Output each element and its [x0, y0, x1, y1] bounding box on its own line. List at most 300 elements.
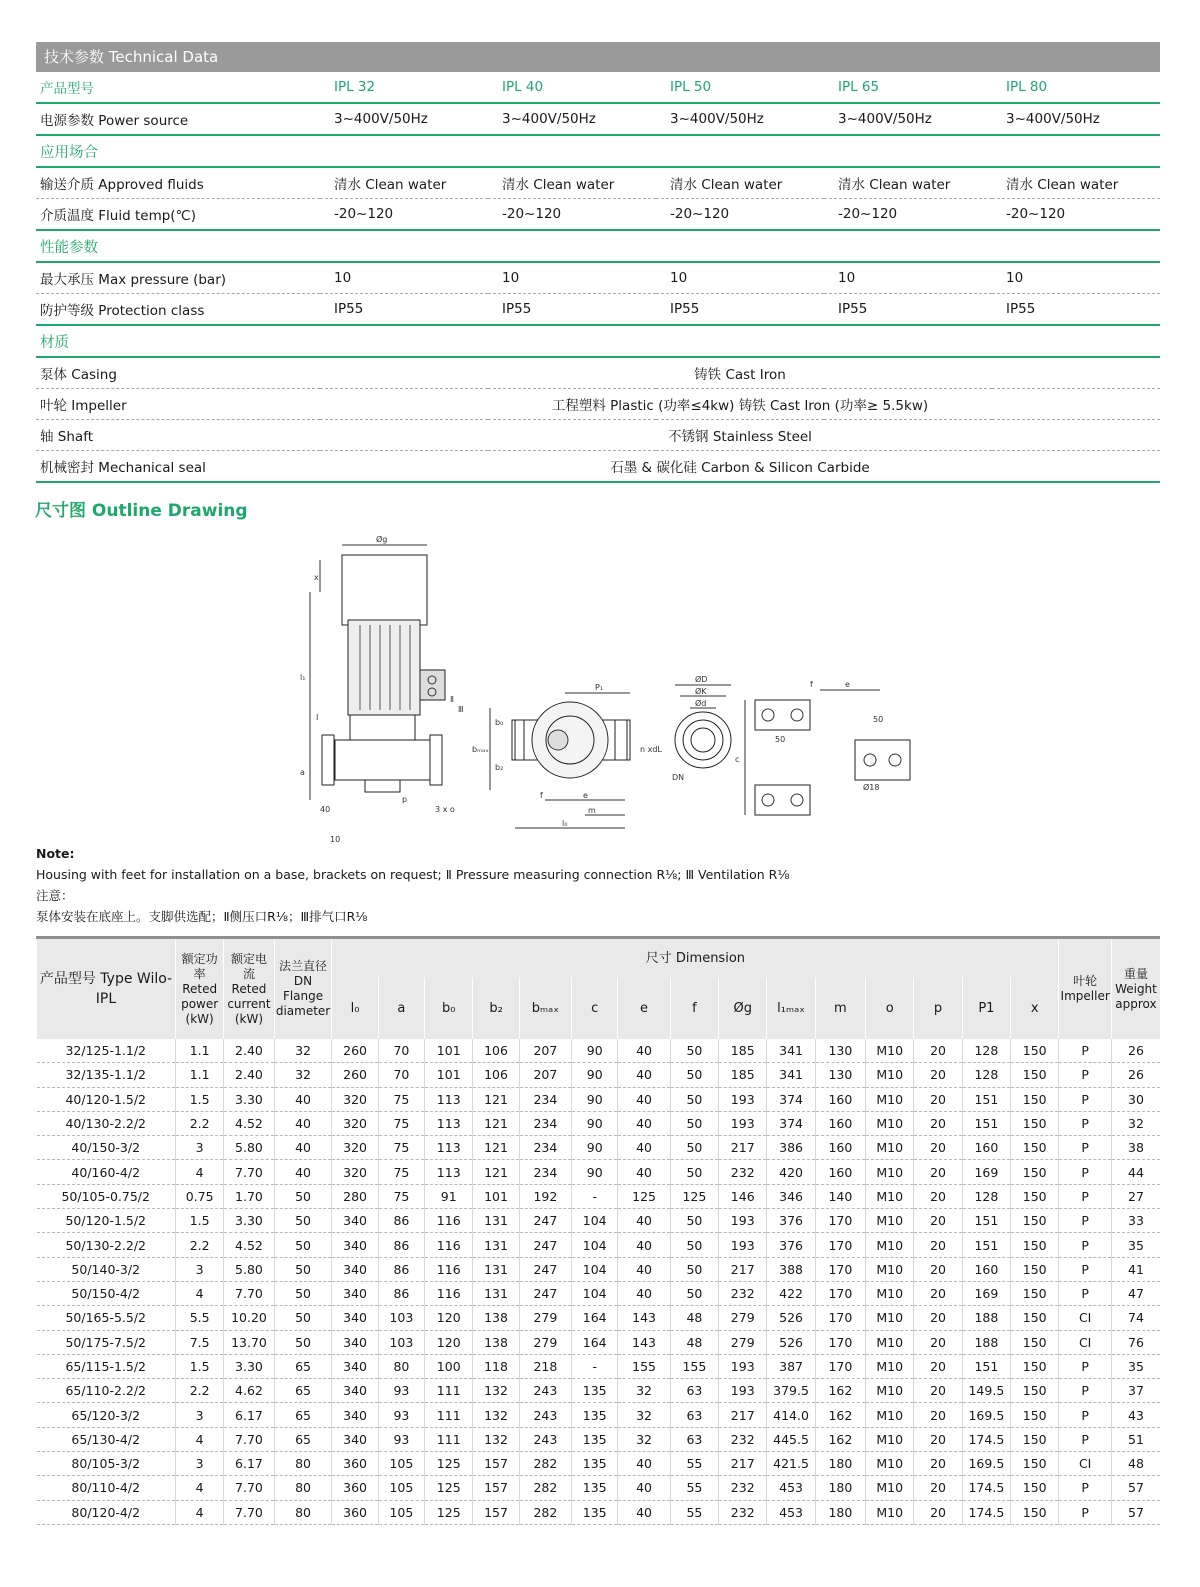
value-cell: 379.5: [767, 1379, 815, 1403]
casing-label: 泵体 Casing: [36, 357, 320, 389]
value-cell: 346: [767, 1184, 815, 1208]
model-cell: 65/115-1.5/2: [37, 1354, 176, 1378]
value-cell: P: [1059, 1403, 1112, 1427]
value-cell: 160: [815, 1160, 865, 1184]
value-cell: CI: [1059, 1330, 1112, 1354]
value-cell: 20: [914, 1379, 962, 1403]
power-value: 3~400V/50Hz: [320, 103, 488, 135]
value-cell: 41: [1111, 1257, 1160, 1281]
fluids-value: 清水 Clean water: [824, 167, 992, 199]
value-cell: 20: [914, 1160, 962, 1184]
value-cell: 128: [962, 1039, 1010, 1063]
label-l0: l₀: [562, 819, 568, 828]
value-cell: 282: [519, 1500, 571, 1524]
value-cell: 32: [274, 1063, 332, 1087]
temp-value: -20~120: [656, 199, 824, 231]
protection-value: IP55: [656, 294, 824, 326]
base-plate-view: [735, 680, 910, 815]
value-cell: 157: [473, 1476, 519, 1500]
value-cell: 80: [274, 1476, 332, 1500]
table-row: [37, 1476, 1161, 1500]
table-row: [37, 1209, 1161, 1233]
value-cell: 169.5: [962, 1452, 1010, 1476]
value-cell: 125: [670, 1184, 718, 1208]
dimension-col-header: bₘₐₓ: [519, 977, 571, 1039]
value-cell: 20: [914, 1281, 962, 1305]
header-weight: 重量 Weight approx: [1111, 938, 1160, 1040]
note-english: Housing with feet for installation on a base, brackets on request; Ⅱ Pressure measuring connection R⅛; Ⅲ Ventilation R⅛: [36, 867, 790, 882]
header-impeller: 叶轮 Impeller: [1059, 938, 1112, 1040]
model-cell: 50/175-7.5/2: [37, 1330, 176, 1354]
value-cell: 121: [473, 1111, 519, 1135]
model-cell: 65/120-3/2: [37, 1403, 176, 1427]
table-row: [37, 1184, 1161, 1208]
technical-data-title: 技术参数 Technical Data: [36, 42, 1160, 72]
value-cell: 38: [1111, 1136, 1160, 1160]
value-cell: 150: [1011, 1476, 1059, 1500]
value-cell: 130: [815, 1039, 865, 1063]
pump-top-view: [472, 683, 630, 828]
value-cell: 157: [473, 1452, 519, 1476]
value-cell: 280: [332, 1184, 378, 1208]
value-cell: 135: [572, 1452, 618, 1476]
value-cell: 135: [572, 1403, 618, 1427]
value-cell: 20: [914, 1039, 962, 1063]
value-cell: 40: [274, 1136, 332, 1160]
value-cell: 111: [425, 1427, 473, 1451]
value-cell: P: [1059, 1160, 1112, 1184]
technical-data-section: [36, 42, 1160, 483]
table-row: [37, 1063, 1161, 1087]
label-oD: ØD: [695, 675, 708, 684]
value-cell: 57: [1111, 1476, 1160, 1500]
label-og: Øg: [376, 535, 388, 544]
section-performance: 性能参数: [36, 230, 1160, 262]
value-cell: 33: [1111, 1209, 1160, 1233]
value-cell: 63: [670, 1403, 718, 1427]
value-cell: 50: [274, 1281, 332, 1305]
value-cell: 3: [175, 1403, 223, 1427]
value-cell: 6.17: [224, 1403, 274, 1427]
value-cell: 260: [332, 1063, 378, 1087]
value-cell: 125: [425, 1452, 473, 1476]
value-cell: 90: [572, 1160, 618, 1184]
value-cell: 40: [618, 1087, 670, 1111]
value-cell: 1.1: [175, 1063, 223, 1087]
value-cell: CI: [1059, 1306, 1112, 1330]
model-cell: 32/135-1.1/2: [37, 1063, 176, 1087]
model-cell: 50/140-3/2: [37, 1257, 176, 1281]
value-cell: 40: [618, 1257, 670, 1281]
value-cell: 37: [1111, 1379, 1160, 1403]
dimension-col-header: P1: [962, 977, 1010, 1039]
value-cell: 232: [719, 1500, 767, 1524]
value-cell: 247: [519, 1281, 571, 1305]
value-cell: 121: [473, 1087, 519, 1111]
value-cell: 149.5: [962, 1379, 1010, 1403]
value-cell: 170: [815, 1233, 865, 1257]
value-cell: 388: [767, 1257, 815, 1281]
pressure-value: 10: [824, 262, 992, 294]
value-cell: 7.70: [224, 1476, 274, 1500]
value-cell: 20: [914, 1257, 962, 1281]
value-cell: 340: [332, 1306, 378, 1330]
value-cell: 106: [473, 1039, 519, 1063]
value-cell: 150: [1011, 1306, 1059, 1330]
header-dimension: 尺寸 Dimension: [332, 938, 1059, 978]
value-cell: 103: [378, 1330, 424, 1354]
value-cell: 138: [473, 1306, 519, 1330]
value-cell: 193: [719, 1111, 767, 1135]
value-cell: 132: [473, 1379, 519, 1403]
value-cell: 135: [572, 1427, 618, 1451]
fluids-value: 清水 Clean water: [320, 167, 488, 199]
label-DN: DN: [672, 773, 685, 782]
value-cell: 180: [815, 1476, 865, 1500]
value-cell: 104: [572, 1281, 618, 1305]
label-b2: b₂: [495, 763, 504, 772]
header-power: 额定功率 Reted power (kW): [175, 938, 223, 1040]
value-cell: 162: [815, 1403, 865, 1427]
value-cell: 150: [1011, 1281, 1059, 1305]
value-cell: 47: [1111, 1281, 1160, 1305]
value-cell: 131: [473, 1257, 519, 1281]
model-cell: 80/110-4/2: [37, 1476, 176, 1500]
value-cell: 185: [719, 1063, 767, 1087]
model-label: 产品型号: [36, 72, 320, 103]
value-cell: 75: [378, 1136, 424, 1160]
power-value: 3~400V/50Hz: [488, 103, 656, 135]
section-material: 材质: [36, 325, 1160, 357]
value-cell: 91: [425, 1184, 473, 1208]
value-cell: 90: [572, 1039, 618, 1063]
value-cell: 150: [1011, 1039, 1059, 1063]
value-cell: 20: [914, 1209, 962, 1233]
model-ipl80: IPL 80: [992, 72, 1160, 103]
value-cell: 217: [719, 1136, 767, 1160]
model-cell: 80/105-3/2: [37, 1452, 176, 1476]
value-cell: 100: [425, 1354, 473, 1378]
dimension-table: [36, 936, 1160, 1525]
value-cell: 80: [274, 1500, 332, 1524]
value-cell: 3: [175, 1452, 223, 1476]
value-cell: 93: [378, 1427, 424, 1451]
table-row: [37, 1160, 1161, 1184]
value-cell: 0.75: [175, 1184, 223, 1208]
pump-side-view: [300, 534, 464, 844]
value-cell: 150: [1011, 1160, 1059, 1184]
table-row: [36, 294, 1160, 326]
value-cell: 132: [473, 1403, 519, 1427]
value-cell: 360: [332, 1452, 378, 1476]
value-cell: 105: [378, 1476, 424, 1500]
value-cell: M10: [866, 1233, 914, 1257]
value-cell: 160: [815, 1087, 865, 1111]
model-cell: 50/150-4/2: [37, 1281, 176, 1305]
table-row: [37, 1403, 1161, 1427]
value-cell: 50: [670, 1087, 718, 1111]
value-cell: 164: [572, 1330, 618, 1354]
value-cell: 376: [767, 1209, 815, 1233]
value-cell: 57: [1111, 1500, 1160, 1524]
dimension-col-header: c: [572, 977, 618, 1039]
value-cell: 120: [425, 1306, 473, 1330]
protection-value: IP55: [824, 294, 992, 326]
table-row: [36, 199, 1160, 231]
value-cell: 3.30: [224, 1209, 274, 1233]
model-ipl50: IPL 50: [656, 72, 824, 103]
value-cell: 150: [1011, 1379, 1059, 1403]
value-cell: 174.5: [962, 1476, 1010, 1500]
power-value: 3~400V/50Hz: [824, 103, 992, 135]
value-cell: 40: [618, 1233, 670, 1257]
value-cell: 1.70: [224, 1184, 274, 1208]
value-cell: 111: [425, 1403, 473, 1427]
value-cell: 140: [815, 1184, 865, 1208]
value-cell: 26: [1111, 1039, 1160, 1063]
value-cell: 3: [175, 1257, 223, 1281]
model-cell: 65/110-2.2/2: [37, 1379, 176, 1403]
table-row: [36, 103, 1160, 135]
value-cell: 340: [332, 1330, 378, 1354]
value-cell: CI: [1059, 1452, 1112, 1476]
value-cell: 32: [1111, 1111, 1160, 1135]
value-cell: 422: [767, 1281, 815, 1305]
impeller-label: 叶轮 Impeller: [36, 389, 320, 420]
value-cell: 113: [425, 1111, 473, 1135]
value-cell: 27: [1111, 1184, 1160, 1208]
value-cell: 169.5: [962, 1403, 1010, 1427]
value-cell: 63: [670, 1379, 718, 1403]
value-cell: 207: [519, 1063, 571, 1087]
value-cell: 86: [378, 1281, 424, 1305]
value-cell: 40: [618, 1136, 670, 1160]
value-cell: 63: [670, 1427, 718, 1451]
value-cell: 150: [1011, 1403, 1059, 1427]
temp-value: -20~120: [320, 199, 488, 231]
value-cell: 30: [1111, 1087, 1160, 1111]
label-p: p: [402, 795, 408, 804]
value-cell: 116: [425, 1257, 473, 1281]
value-cell: 40: [618, 1500, 670, 1524]
value-cell: 150: [1011, 1136, 1059, 1160]
value-cell: 103: [378, 1306, 424, 1330]
value-cell: P: [1059, 1379, 1112, 1403]
header-dn: 法兰直径 DN Flange diameter: [274, 938, 332, 1040]
value-cell: 243: [519, 1379, 571, 1403]
label-b0: b₀: [495, 718, 504, 727]
value-cell: 341: [767, 1063, 815, 1087]
label-m: m: [588, 806, 596, 815]
value-cell: 40: [618, 1476, 670, 1500]
model-cell: 40/120-1.5/2: [37, 1087, 176, 1111]
value-cell: 232: [719, 1160, 767, 1184]
value-cell: 150: [1011, 1063, 1059, 1087]
value-cell: 101: [425, 1063, 473, 1087]
value-cell: 217: [719, 1257, 767, 1281]
value-cell: 170: [815, 1209, 865, 1233]
section-row: [36, 230, 1160, 262]
value-cell: 20: [914, 1476, 962, 1500]
value-cell: 32: [618, 1403, 670, 1427]
value-cell: 4.52: [224, 1111, 274, 1135]
value-cell: 279: [719, 1306, 767, 1330]
value-cell: 169: [962, 1281, 1010, 1305]
value-cell: 180: [815, 1452, 865, 1476]
value-cell: 282: [519, 1476, 571, 1500]
value-cell: 247: [519, 1233, 571, 1257]
value-cell: P: [1059, 1500, 1112, 1524]
model-ipl65: IPL 65: [824, 72, 992, 103]
value-cell: M10: [866, 1281, 914, 1305]
label-o18: Ø18: [863, 783, 880, 792]
value-cell: 40: [618, 1111, 670, 1135]
table-row: [37, 1452, 1161, 1476]
value-cell: 150: [1011, 1354, 1059, 1378]
table-row: [37, 1427, 1161, 1451]
value-cell: -: [572, 1354, 618, 1378]
value-cell: 260: [332, 1039, 378, 1063]
temp-value: -20~120: [824, 199, 992, 231]
value-cell: 5.80: [224, 1257, 274, 1281]
value-cell: 170: [815, 1257, 865, 1281]
value-cell: 1.1: [175, 1039, 223, 1063]
value-cell: 121: [473, 1160, 519, 1184]
value-cell: 1.5: [175, 1209, 223, 1233]
value-cell: 170: [815, 1354, 865, 1378]
value-cell: 125: [618, 1184, 670, 1208]
value-cell: 160: [815, 1111, 865, 1135]
value-cell: 445.5: [767, 1427, 815, 1451]
value-cell: 101: [473, 1184, 519, 1208]
value-cell: 453: [767, 1500, 815, 1524]
value-cell: 48: [1111, 1452, 1160, 1476]
fluids-value: 清水 Clean water: [488, 167, 656, 199]
value-cell: 5.80: [224, 1136, 274, 1160]
value-cell: 150: [1011, 1087, 1059, 1111]
dimension-col-header: e: [618, 977, 670, 1039]
value-cell: 70: [378, 1063, 424, 1087]
value-cell: M10: [866, 1330, 914, 1354]
value-cell: 50: [670, 1111, 718, 1135]
value-cell: P: [1059, 1427, 1112, 1451]
value-cell: 4: [175, 1427, 223, 1451]
value-cell: P: [1059, 1184, 1112, 1208]
value-cell: 55: [670, 1452, 718, 1476]
label-e: e: [583, 791, 588, 800]
value-cell: 180: [815, 1500, 865, 1524]
value-cell: P: [1059, 1209, 1112, 1233]
value-cell: 7.70: [224, 1427, 274, 1451]
value-cell: 7.70: [224, 1281, 274, 1305]
value-cell: 150: [1011, 1330, 1059, 1354]
value-cell: 65: [274, 1403, 332, 1427]
value-cell: 40: [618, 1281, 670, 1305]
value-cell: 104: [572, 1257, 618, 1281]
value-cell: M10: [866, 1184, 914, 1208]
value-cell: 320: [332, 1111, 378, 1135]
table-row: [36, 451, 1160, 483]
value-cell: 116: [425, 1209, 473, 1233]
value-cell: 135: [572, 1500, 618, 1524]
value-cell: 160: [815, 1136, 865, 1160]
value-cell: 20: [914, 1063, 962, 1087]
value-cell: 113: [425, 1136, 473, 1160]
value-cell: 2.40: [224, 1063, 274, 1087]
value-cell: 282: [519, 1452, 571, 1476]
seal-value: 石墨 & 碳化硅 Carbon & Silicon Carbide: [320, 451, 1160, 483]
value-cell: 20: [914, 1087, 962, 1111]
value-cell: 234: [519, 1087, 571, 1111]
value-cell: 217: [719, 1452, 767, 1476]
model-ipl32: IPL 32: [320, 72, 488, 103]
value-cell: M10: [866, 1087, 914, 1111]
value-cell: M10: [866, 1354, 914, 1378]
value-cell: 162: [815, 1427, 865, 1451]
value-cell: 40: [274, 1160, 332, 1184]
table-row: [37, 1354, 1161, 1378]
value-cell: 4: [175, 1281, 223, 1305]
value-cell: 65: [274, 1427, 332, 1451]
value-cell: 151: [962, 1209, 1010, 1233]
model-cell: 50/120-1.5/2: [37, 1209, 176, 1233]
label-p1: P₁: [595, 683, 604, 692]
value-cell: 3: [175, 1136, 223, 1160]
value-cell: 50: [670, 1257, 718, 1281]
value-cell: P: [1059, 1087, 1112, 1111]
value-cell: 5.5: [175, 1306, 223, 1330]
value-cell: 20: [914, 1403, 962, 1427]
dimension-col-header: x: [1011, 977, 1059, 1039]
value-cell: 150: [1011, 1184, 1059, 1208]
value-cell: 151: [962, 1111, 1010, 1135]
value-cell: 360: [332, 1476, 378, 1500]
value-cell: 340: [332, 1209, 378, 1233]
value-cell: 234: [519, 1111, 571, 1135]
value-cell: 188: [962, 1330, 1010, 1354]
value-cell: 340: [332, 1379, 378, 1403]
value-cell: 106: [473, 1063, 519, 1087]
power-value: 3~400V/50Hz: [656, 103, 824, 135]
value-cell: 4: [175, 1476, 223, 1500]
value-cell: 3.30: [224, 1087, 274, 1111]
outline-drawing: [290, 530, 930, 850]
label-l1: l₁: [300, 673, 306, 682]
shaft-label: 轴 Shaft: [36, 420, 320, 451]
label-od: Ød: [695, 699, 707, 708]
value-cell: 48: [670, 1330, 718, 1354]
model-cell: 80/120-4/2: [37, 1500, 176, 1524]
value-cell: P: [1059, 1136, 1112, 1160]
value-cell: 150: [1011, 1257, 1059, 1281]
value-cell: 150: [1011, 1427, 1059, 1451]
table-row: [37, 1111, 1161, 1135]
table-row: [36, 357, 1160, 389]
value-cell: 50: [670, 1160, 718, 1184]
value-cell: 376: [767, 1233, 815, 1257]
value-cell: 170: [815, 1330, 865, 1354]
value-cell: 116: [425, 1233, 473, 1257]
value-cell: 131: [473, 1281, 519, 1305]
value-cell: 86: [378, 1257, 424, 1281]
label-40: 40: [320, 805, 331, 814]
value-cell: 93: [378, 1403, 424, 1427]
label-c: c: [735, 755, 740, 764]
value-cell: 20: [914, 1330, 962, 1354]
value-cell: 135: [572, 1379, 618, 1403]
value-cell: 150: [1011, 1500, 1059, 1524]
value-cell: 118: [473, 1354, 519, 1378]
